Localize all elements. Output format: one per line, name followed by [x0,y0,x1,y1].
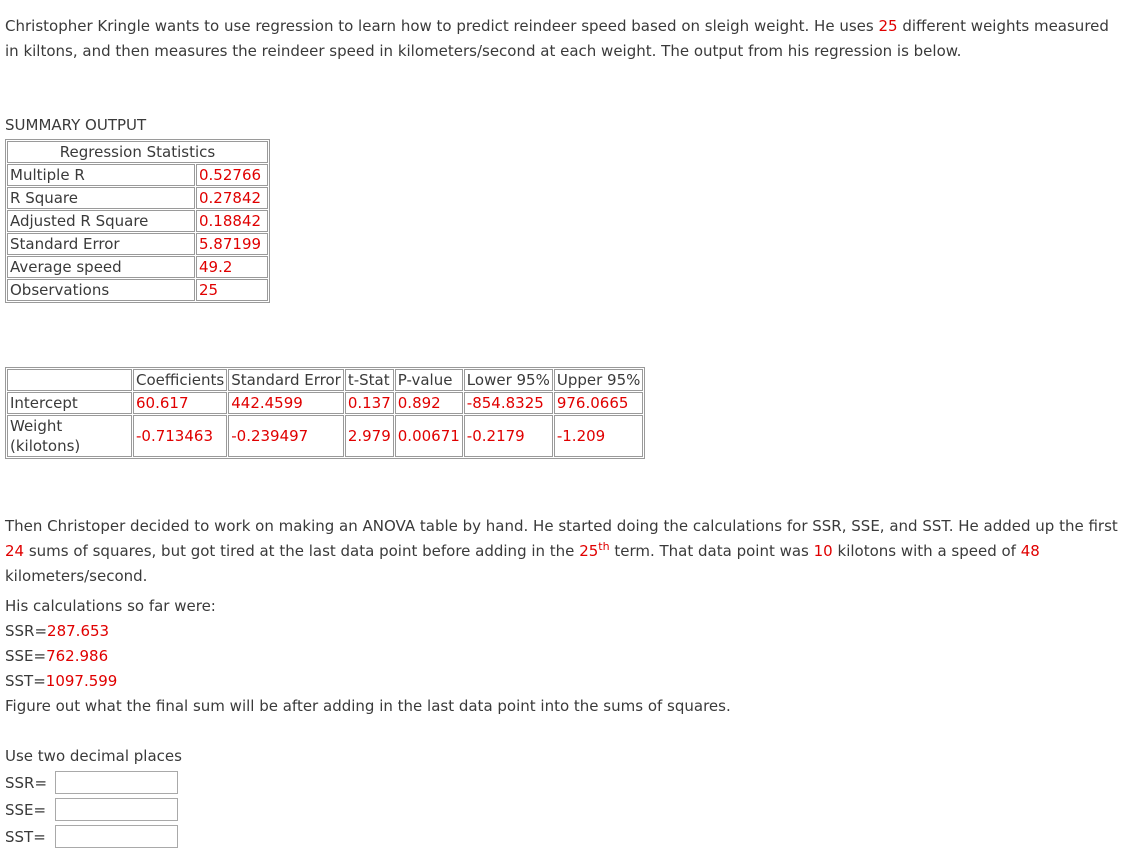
intro-text-2: different weights measured in kiltons, and then measures the reindeer speed in kilometers/second at each weight. The output from his regression is below. [5,17,1109,60]
sst-line [5,669,731,694]
stat-value: 25 [196,279,268,301]
table-row [7,187,268,209]
sst-value: 1097.599 [45,672,118,690]
stat-value: 0.52766 [196,164,268,186]
row-label: Weight (kilotons) [7,415,132,457]
calculations-intro: His calculations so far were: [5,597,216,615]
stat-label: Standard Error [7,233,195,255]
p2-num-term: 25 [579,542,599,560]
table-row [7,279,268,301]
p2-text-4: kilotons with a speed of [832,542,1021,560]
column-header: Lower 95% [464,369,553,391]
p2-ordinal-suffix: th [598,540,610,553]
table-cell: 0.137 [345,392,394,414]
p2-num-weight: 10 [813,542,833,560]
ssr-label: SSR= [5,622,48,640]
task-instruction: Figure out what the final sum will be after adding in the last data point into the sums of squares. [5,697,731,715]
table-cell: -0.713463 [133,415,227,457]
p2-text-3: term. That data point was [609,542,814,560]
sse-answer-label: SSE= [5,800,47,819]
table-row [7,256,268,278]
sse-line [5,644,731,669]
p2-text-2: sums of squares, but got tired at the last data point before adding in the [24,542,580,560]
empty-corner-cell [7,369,132,391]
row-label: Intercept [7,392,132,414]
anova-paragraph [5,514,1127,589]
problem-intro [5,14,1127,64]
p2-num-summed: 24 [5,542,25,560]
intro-num-weights: 25 [878,17,898,35]
table-cell: -854.8325 [464,392,553,414]
table-cell: -0.239497 [228,415,344,457]
coefficients-table [5,367,645,459]
table-row [7,369,643,391]
stat-label: Average speed [7,256,195,278]
column-header: Upper 95% [554,369,644,391]
answer-form [5,744,182,850]
sst-answer-row [5,823,182,850]
stat-value: 0.18842 [196,210,268,232]
table-cell: -0.2179 [464,415,553,457]
sst-answer-input[interactable] [55,825,178,848]
intro-text-1: Christopher Kringle wants to use regression to learn how to predict reindeer speed based on sleigh weight. He uses [5,17,879,35]
p2-num-speed: 48 [1020,542,1040,560]
ssr-answer-row [5,769,182,796]
table-cell: 60.617 [133,392,227,414]
table-cell: 0.892 [395,392,463,414]
column-header: Coefficients [133,369,227,391]
table-cell: 2.979 [345,415,394,457]
sst-answer-label: SST= [5,827,46,846]
ssr-line [5,619,731,644]
table-row [7,141,268,163]
table-row [7,233,268,255]
stat-value: 0.27842 [196,187,268,209]
sse-answer-input[interactable] [55,798,178,821]
stat-label: Multiple R [7,164,195,186]
table-cell: 442.4599 [228,392,344,414]
decimal-instruction: Use two decimal places [5,747,182,765]
column-header: t-Stat [345,369,394,391]
table-cell: 0.00671 [395,415,463,457]
ssr-value: 287.653 [47,622,110,640]
column-header: Standard Error [228,369,344,391]
stat-value: 5.87199 [196,233,268,255]
regression-statistics-header: Regression Statistics [7,141,268,163]
table-row [7,415,643,457]
stat-label: R Square [7,187,195,209]
stat-label: Adjusted R Square [7,210,195,232]
table-row [7,210,268,232]
calculations-block [5,594,731,719]
sse-label: SSE= [5,647,47,665]
p2-text-5: kilometers/second. [5,567,148,585]
ssr-answer-input[interactable] [55,771,178,794]
sst-label: SST= [5,672,46,690]
sse-answer-row [5,796,182,823]
stat-label: Observations [7,279,195,301]
table-row [7,164,268,186]
table-cell: -1.209 [554,415,644,457]
summary-output-label: SUMMARY OUTPUT [5,116,147,134]
stat-value: 49.2 [196,256,268,278]
table-row [7,392,643,414]
regression-statistics-table [5,139,270,303]
p2-text-1: Then Christoper decided to work on making an ANOVA table by hand. He started doing the calculations for SSR, SSE, and SST. He added up the first [5,517,1118,535]
column-header: P-value [395,369,463,391]
ssr-answer-label: SSR= [5,773,48,792]
sse-value: 762.986 [46,647,109,665]
table-cell: 976.0665 [554,392,644,414]
